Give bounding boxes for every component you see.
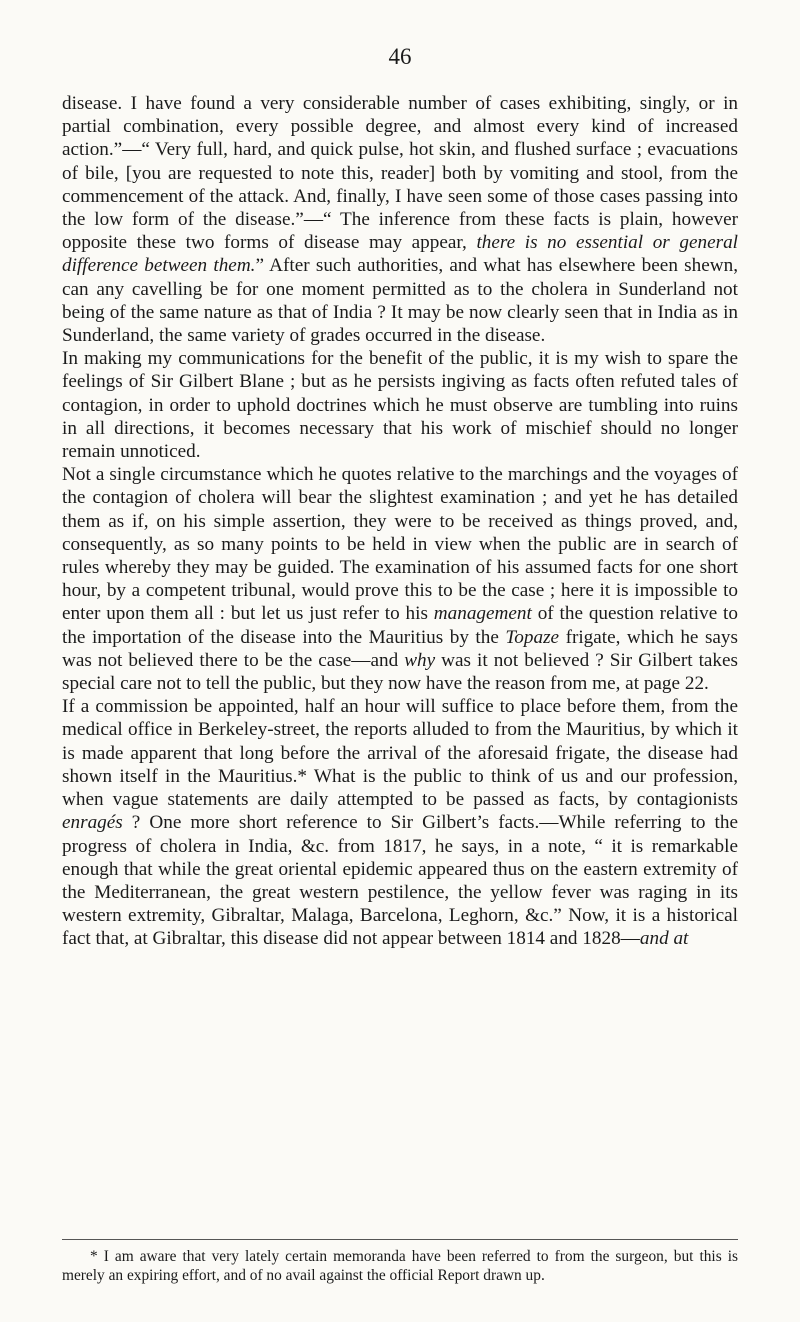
paragraph-1 xyxy=(62,92,738,347)
text-run: of the question relative to the importation of the disease into the Mauritius by the xyxy=(62,603,738,648)
italic-text: why xyxy=(404,649,436,671)
footnote-text: * I am aware that very lately certain memoranda have been referred to from the surgeon, but this is merely an expiring effort, and of no avail against the official Report drawn up. xyxy=(62,1248,738,1284)
text-run: frigate, which he says was not believed there to be the case—and xyxy=(62,626,738,671)
text-run: ? One more short reference to Sir Gilbert’s facts.—While referring to the progress of cholera in India, &c. from 1817, he says, in a note, “ it is remarkable enough that while the great oriental epidemic appeared thus on the eastern extremity of the Mediterranean, the great western pestilence, the yellow fever was raging in its western extremity, Gibraltar, Malaga, Barcelona, Leghorn, &c.” Now, it is a historical fact that, at Gibraltar, this disease did not appear between 1814 and 1828— xyxy=(62,812,738,950)
italic-text: Topaze xyxy=(505,626,560,648)
body-text xyxy=(62,92,738,951)
text-run: was it not believed ? Sir Gilbert takes special care not to tell the public, but they now have the reason from me, at page 22. xyxy=(62,649,738,695)
italic-text: there is no essential or general difference between them. xyxy=(62,232,738,277)
footnote-divider xyxy=(62,1239,738,1240)
text-run: disease. I have found a very considerable number of cases exhibiting, singly, or in partial combination, every possible degree, and almost every kind of increased action.”—“ Very full, hard, and quick pulse, hot skin, and flushed surface ; evacuations of bile, [you are requested to note this, reader] both by vomiting and stool, from the commencement of the attack. And, finally, I have seen some of those cases passing into the low form of the disease.”—“ The inference from these facts is plain, however opposite these two forms of disease may appear, xyxy=(62,93,738,254)
italic-text: management xyxy=(433,603,532,625)
paragraph-3 xyxy=(62,463,738,695)
italic-text: enragés xyxy=(62,812,123,834)
paragraph-4 xyxy=(62,695,738,950)
italic-text: and at xyxy=(639,928,689,950)
text-run: Not a single circumstance which he quotes relative to the marchings and the voyages of the contagion of cholera will bear the slightest examination ; and yet he has detailed them as if, on his simple assertion, they were to be received as things proved, and, consequently, as so many points to be held in view when the public are in search of rules whereby they may be guided. The examination of his assumed facts for one short hour, by a competent tribunal, would prove this to be the case ; here it is impossible to enter upon them all : but let us just refer to his xyxy=(62,464,738,625)
page-number: 46 xyxy=(388,44,412,69)
footnote xyxy=(62,1247,738,1285)
text-run: ” After such authorities, and what has elsewhere been shewn, can any cavelling be for one moment permitted as to the cholera in Sunderland not being of the same nature as that of India ? It may be now clearly seen that in India as in Sunderland, the same variety of grades occurred in the disease. xyxy=(62,255,738,347)
text-run: If a commission be appointed, half an hour will suffice to place before them, from the medical office in Berkeley-street, the reports alluded to from the Mauritius, by which it is made apparent that long before the arrival of the aforesaid frigate, the disease had shown itself in the Mauritius.* What is the public to think of us and our profession, when vague statements are daily attempted to be passed as facts, by contagionists xyxy=(62,696,738,811)
paragraph-2 xyxy=(62,347,738,463)
text-run: In making my communications for the benefit of the public, it is my wish to spare the feelings of Sir Gilbert Blane ; but as he persists ingiving as facts often refuted tales of contagion, in order to uphold doctrines which he must observe are tumbling into ruins in all directions, it becomes necessary that his work of mischief should no longer remain unnoticed. xyxy=(62,348,738,463)
